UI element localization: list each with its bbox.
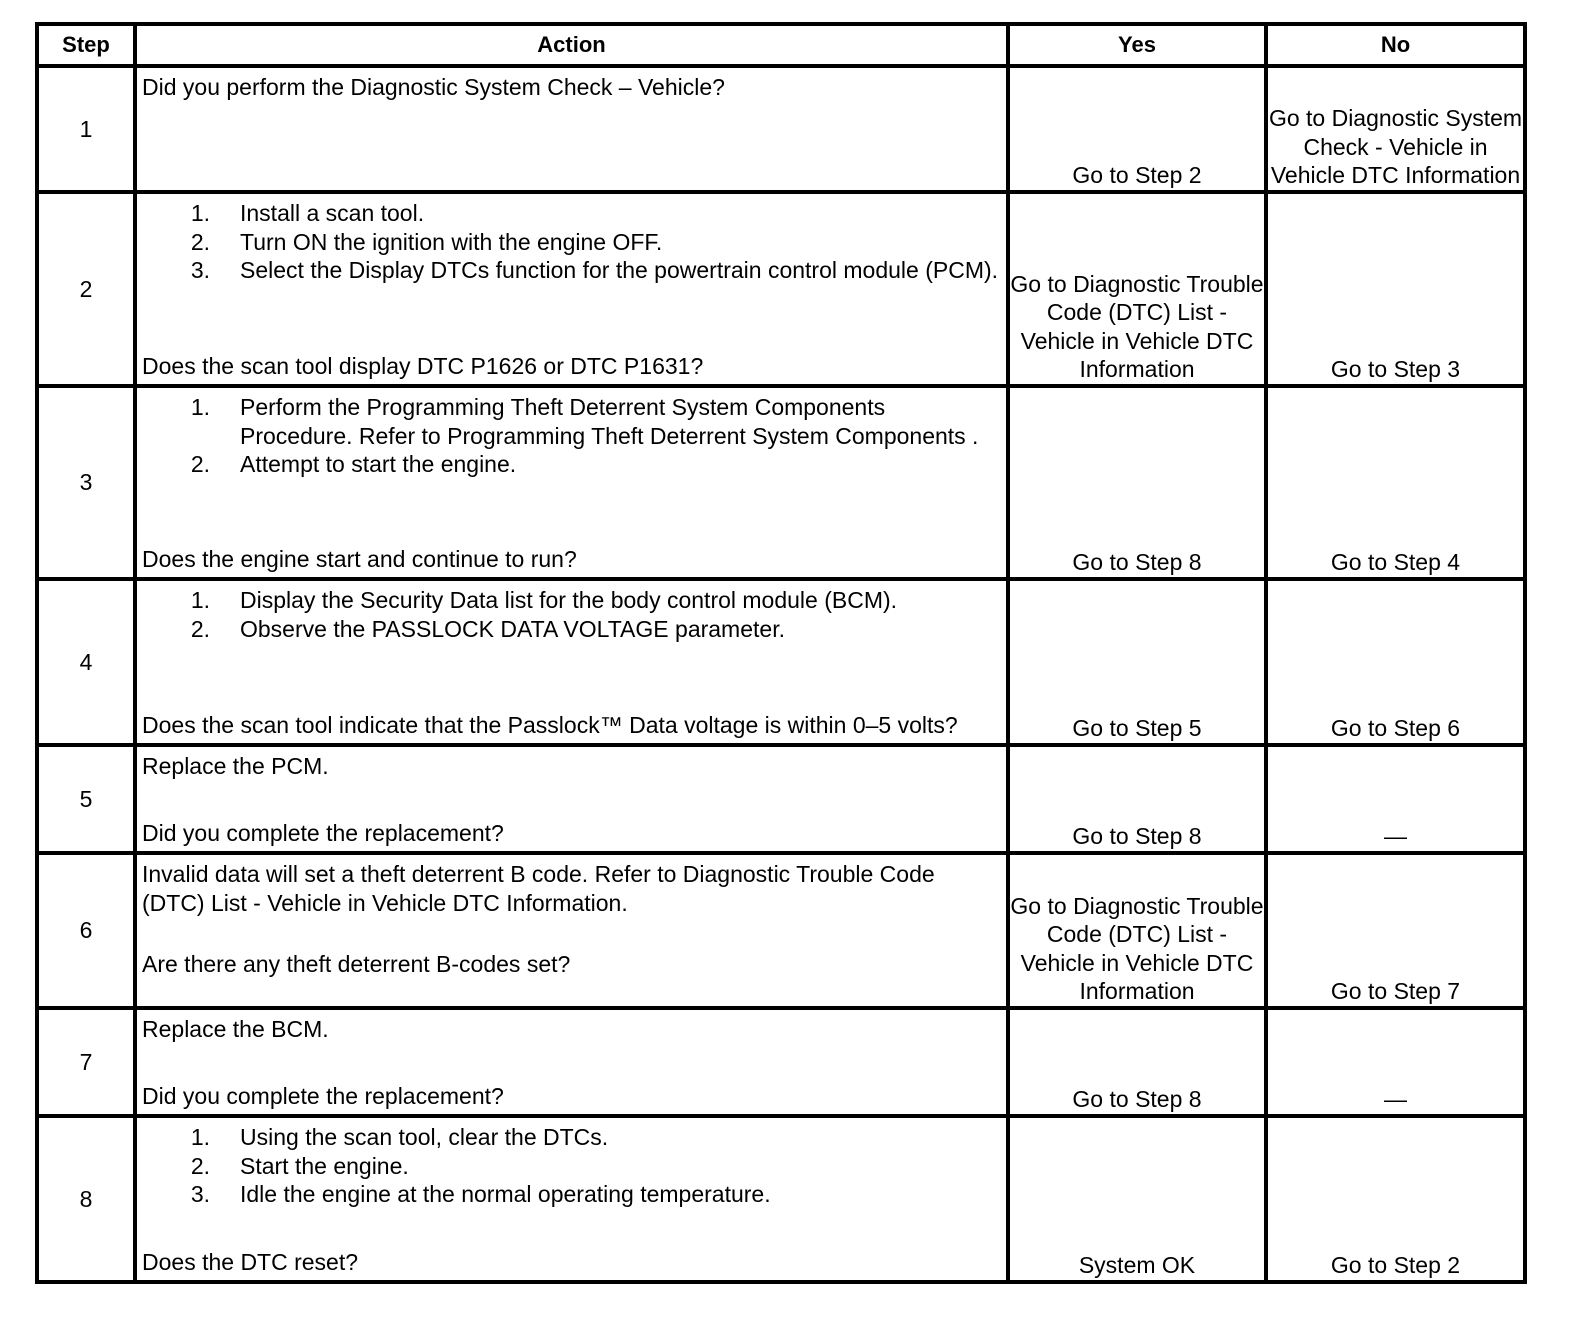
action-question: Does the DTC reset? <box>142 1249 359 1276</box>
step-number: 5 <box>37 745 135 853</box>
table-row <box>37 1116 1525 1282</box>
no-cell: Go to Step 7 <box>1266 853 1525 1008</box>
yes-cell: Go to Diagnostic Trouble Code (DTC) List - Vehicle in Vehicle DTC Information <box>1008 853 1266 1008</box>
list-item: 2. Observe the PASSLOCK DATA VOLTAGE parameter. <box>190 615 785 642</box>
action-cell <box>135 386 1008 579</box>
no-cell: — <box>1266 745 1525 853</box>
list-item: 2. Attempt to start the engine. <box>190 451 517 478</box>
list-item: 3. Select the Display DTCs function for the powertrain control module (PCM). <box>190 257 999 284</box>
action-question: Did you complete the replacement? <box>142 820 504 847</box>
header-no: No <box>1266 24 1525 66</box>
action-question: Did you complete the replacement? <box>142 1083 504 1110</box>
yes-cell: Go to Step 5 <box>1008 579 1266 745</box>
action-question: Does the scan tool display DTC P1626 or DTC P1631? <box>142 353 704 380</box>
table-row <box>37 66 1525 192</box>
action-cell <box>135 192 1008 386</box>
no-cell: — <box>1266 1008 1525 1116</box>
step-number: 7 <box>37 1008 135 1116</box>
action-intro: Did you perform the Diagnostic System Check – Vehicle? <box>142 74 725 100</box>
action-question: Does the scan tool indicate that the Passlock™ Data voltage is within 0–5 volts? <box>142 712 958 739</box>
list-item: 1. Using the scan tool, clear the DTCs. <box>190 1124 609 1150</box>
list-item: 1. Install a scan tool. <box>190 200 425 226</box>
header-step: Step <box>37 24 135 66</box>
list-item: 3. Idle the engine at the normal operating temperature. <box>190 1181 771 1208</box>
yes-cell: Go to Step 8 <box>1008 745 1266 853</box>
yes-cell: System OK <box>1008 1116 1266 1282</box>
action-intro: Replace the PCM. <box>142 753 329 779</box>
table-row <box>37 853 1525 1008</box>
action-cell <box>135 579 1008 745</box>
action-question: Are there any theft deterrent B-codes set? <box>142 951 571 978</box>
no-cell: Go to Step 3 <box>1266 192 1525 386</box>
table-row <box>37 192 1525 386</box>
table-row <box>37 579 1525 745</box>
yes-cell: Go to Diagnostic Trouble Code (DTC) List - Vehicle in Vehicle DTC Information <box>1008 192 1266 386</box>
step-number: 1 <box>37 66 135 192</box>
step-number: 8 <box>37 1116 135 1282</box>
action-cell <box>135 66 1008 192</box>
no-cell: Go to Step 4 <box>1266 386 1525 579</box>
action-intro: Replace the BCM. <box>142 1016 329 1042</box>
list-item: 2. Start the engine. <box>190 1152 409 1179</box>
header-yes: Yes <box>1008 24 1266 66</box>
step-number: 3 <box>37 386 135 579</box>
no-cell: Go to Diagnostic System Check - Vehicle in Vehicle DTC Information <box>1266 66 1525 192</box>
header-row <box>37 24 1525 66</box>
action-steps <box>142 1123 1000 1209</box>
step-number: 4 <box>37 579 135 745</box>
action-intro: Invalid data will set a theft deterrent B code. Refer to Diagnostic Trouble Code (DTC) List - Vehicle in Vehicle DTC Information. <box>142 861 935 916</box>
yes-cell: Go to Step 8 <box>1008 386 1266 579</box>
action-cell <box>135 1008 1008 1116</box>
list-item: 2. Turn ON the ignition with the engine OFF. <box>190 228 663 255</box>
action-cell <box>135 1116 1008 1282</box>
no-cell: Go to Step 6 <box>1266 579 1525 745</box>
action-steps <box>142 393 1000 479</box>
list-item: 1. Display the Security Data list for the body control module (BCM). <box>190 587 898 613</box>
list-item: 1. Perform the Programming Theft Deterrent System Components Procedure. Refer to Programming Theft Deterrent System Components . <box>190 394 979 449</box>
diagnostic-table <box>35 22 1527 1284</box>
action-steps <box>142 199 1000 285</box>
table-row <box>37 386 1525 579</box>
action-question: Does the engine start and continue to run? <box>142 546 577 573</box>
action-cell <box>135 853 1008 1008</box>
table-row <box>37 1008 1525 1116</box>
action-cell <box>135 745 1008 853</box>
header-action: Action <box>135 24 1008 66</box>
table-row <box>37 745 1525 853</box>
no-cell: Go to Step 2 <box>1266 1116 1525 1282</box>
action-steps <box>142 586 1000 643</box>
yes-cell: Go to Step 2 <box>1008 66 1266 192</box>
step-number: 2 <box>37 192 135 386</box>
yes-cell: Go to Step 8 <box>1008 1008 1266 1116</box>
step-number: 6 <box>37 853 135 1008</box>
